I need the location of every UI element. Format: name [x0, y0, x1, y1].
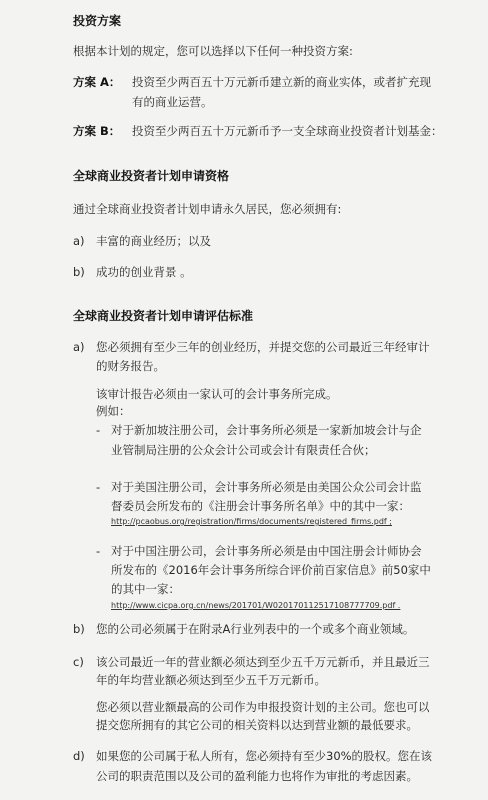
singapore-requirement: 对于新加坡注册公司，会计事务所必须是一家新加坡会计与企 [111, 423, 422, 437]
list-item: 丰富的商业经历；以及 [96, 234, 211, 248]
criteria-c-text: 该公司最近一年的营业额必须达到至少五千万元新币，并且最近三 [96, 655, 430, 669]
eligibility-intro: 通过全球商业投资者计划申请永久居民，您必须拥有: [73, 202, 342, 216]
criteria-c-note-cont: 提交您所拥有的其它公司的相关资料以达到营业额的最低要求。 [96, 718, 418, 732]
example-label: 例如： [96, 404, 131, 418]
criteria-c-note: 您必须以营业额最高的公司作为申报投资计划的主公司。您也可以 [96, 700, 430, 714]
criteria-c-text-cont: 年的年均营业额必须达到至少五千万元新币。 [96, 673, 326, 687]
criteria-b-text: 您的公司必须属于在附录A行业列表中的一个或多个商业领域。 [96, 622, 415, 636]
china-requirement-cont: 所发布的《2016年会计事务所综合评价前百家信息》前50家中 [111, 563, 431, 577]
us-requirement-cont: 督委员会所发布的《注册会计事务所名单》中的其中一家： [111, 499, 410, 513]
criteria-a-text-cont: 的财务报告。 [96, 359, 165, 373]
list-item: 成功的创业背景 。 [96, 265, 192, 279]
plan-a-text: 投资至少两百五十万元新币建立新的商业实体，或者扩充现 [132, 75, 431, 89]
bullet-dash: - [96, 544, 101, 558]
section-title-eligibility: 全球商业投资者计划申请资格 [73, 169, 230, 183]
list-marker: a) [73, 234, 85, 248]
list-marker: a) [73, 340, 85, 354]
list-marker: c) [73, 655, 84, 669]
list-marker: d) [73, 749, 85, 763]
china-requirement: 对于中国注册公司，会计事务所必须是由中国注册会计师协会 [111, 544, 422, 558]
plan-a-text-cont: 有的商业运营。 [132, 95, 213, 109]
cicpa-link[interactable]: http://www.cicpa.org.cn/news/201701/W020170112517108777709.pdf . [111, 601, 401, 610]
bullet-dash: - [96, 423, 101, 437]
china-requirement-cont2: 的其中一家： [111, 582, 180, 596]
section-intro: 根据本计划的规定，您可以选择以下任何一种投资方案: [73, 44, 353, 58]
us-requirement: 对于美国注册公司，会计事务所必须是由美国公众公司会计监 [111, 480, 422, 494]
plan-b-label: 方案 B： [73, 124, 121, 138]
criteria-a-text: 您必须拥有至少三年的创业经历，并提交您的公司最近三年经审计 [96, 340, 430, 354]
criteria-d-text-cont: 公司的职责范围以及公司的盈利能力也将作为审批的考虑因素。 [96, 769, 418, 783]
list-marker: b) [73, 622, 85, 636]
section-title-investment-plans: 投资方案 [73, 14, 122, 28]
bullet-dash: - [96, 480, 101, 494]
plan-a-label: 方案 A： [73, 75, 121, 89]
pcaob-link[interactable]: http://pcaobus.org/registration/firms/documents/registered_firms.pdf ; [111, 517, 392, 526]
audit-note: 该审计报告必须由一家认可的会计事务所完成。 [96, 387, 338, 401]
section-title-criteria: 全球商业投资者计划申请评估标准 [73, 309, 254, 323]
list-marker: b) [73, 265, 85, 279]
plan-b-text: 投资至少两百五十万元新币予一支全球商业投资者计划基金： [132, 124, 443, 138]
singapore-requirement-cont: 业管制局注册的公众会计公司或会计有限责任合伙； [111, 443, 376, 457]
criteria-d-text: 如果您的公司属于私人所有，您必须持有至少30%的股权。您在该 [96, 749, 433, 763]
